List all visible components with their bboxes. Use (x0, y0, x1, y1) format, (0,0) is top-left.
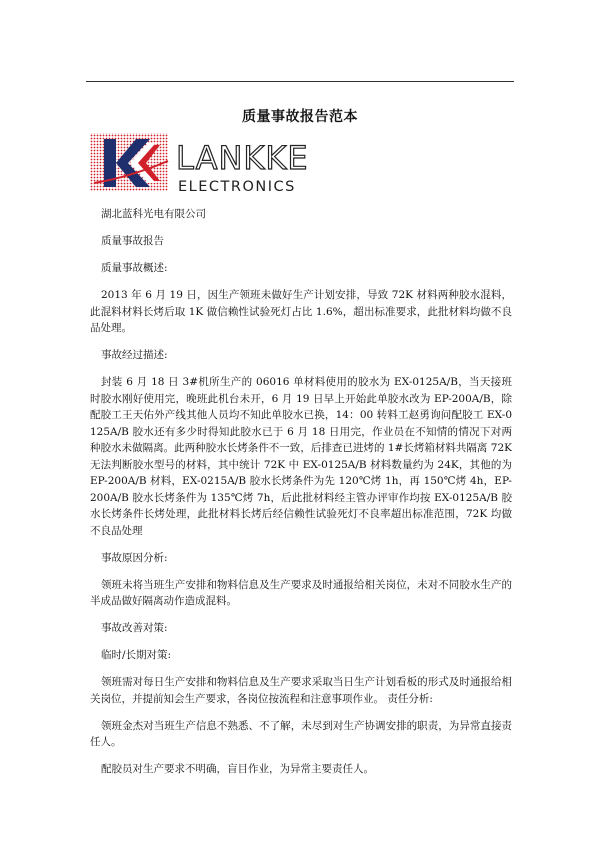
document-body (90, 206, 512, 788)
company-name: 湖北蓝科光电有限公司 (101, 208, 206, 220)
measures-paragraph: 领班需对每日生产安排和物料信息及生产要求采取当日生产计划看板的形式及时通报给相关岗位，并提前知会生产要求，各岗位按流程和注意事项作业。 责任分析: (90, 676, 512, 705)
cause-paragraph: 领班未将当班生产安排和物料信息及生产要求及时通报给相关岗位，未对不同胶水生产的半成品做好隔离动作造成混料。 (90, 578, 512, 607)
logo-subtitle: ELECTRONICS (178, 179, 296, 195)
overview-heading: 质量事故概述: (101, 262, 168, 274)
measures-heading: 临时/长期对策: (101, 649, 172, 661)
overview-paragraph: 2013 年 6 月 19 日，因生产领班未做好生产计划安排，导致 72K 材料两种胶水混料，此混料材料长烤后取 1K 做信赖性试验死灯占比 1.6%，超出标准要求，此批材料均做不良品处理。 (90, 289, 512, 334)
report-type: 质量事故报告 (101, 235, 164, 247)
process-heading: 事故经过描述: (101, 349, 168, 361)
header-rule (86, 81, 514, 82)
improvement-heading: 事故改善对策: (101, 622, 168, 634)
logo-wordmark: LANKKE (176, 139, 309, 177)
responsibility-paragraph-2: 配胶员对生产要求不明确，盲目作业，为异常主要责任人。 (101, 763, 374, 775)
cause-heading: 事故原因分析: (101, 551, 168, 564)
responsibility-paragraph-1: 领班金杰对当班生产信息不熟悉、不了解，未尽到对生产协调安排的职责，为异常直接责任人。 (90, 719, 512, 748)
document-title: 质量事故报告范本 (242, 109, 358, 125)
company-logo (90, 131, 320, 199)
process-paragraph: 封装 6 月 18 日 3#机所生产的 06016 单材料使用的胶水为 EX-0125A/B，当天接班时胶水刚好使用完，晚班此机台未开，6 月 19 日早上开始此单胶水改为 EP-200A/B，除配胶工王天佑外产线其他人员均不知此单胶水已换，14：00 转料工赵勇询问配胶工 EX-0125A/B 胶水还有多少时得知此胶水已于 6 月 18 日用完，作业员在不知情的情况下对两种胶水未做隔离。此两种胶水长烤条件不一致，后排查已进烤的 1#长烤箱材料共隔离 72K 无法判断胶水型号的材料，其中统计 72K 中 EX-0125A/B 材料数量约为 24K，其他的为 EP-200A/B 材料，EX-0215A/B 胶水长烤条件为先 120℃烤 1h，再 150℃烤 4h，EP-200A/B 胶水长烤条件为 135℃烤 7h，后此批材料经主管办评审作均按 EX-0125A/B 胶水长烤条件长烤处理，此批材料长烤后经信赖性试验死灯不良率超出标准范围，72K 均做不良品处理 (90, 376, 512, 537)
